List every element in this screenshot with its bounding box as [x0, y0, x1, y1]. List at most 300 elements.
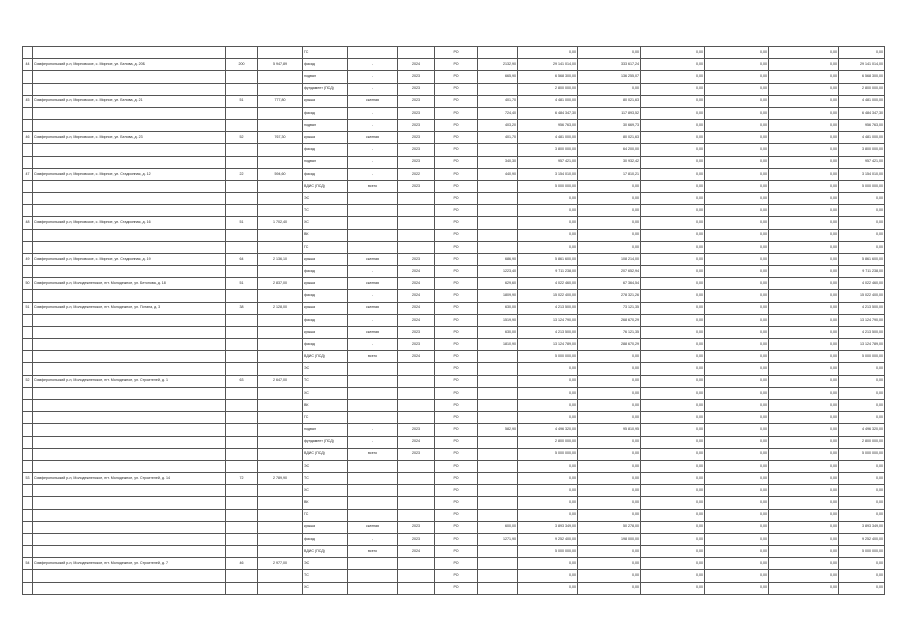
num-cell: 48: [23, 217, 33, 229]
total-cell: 956 763,00: [839, 120, 885, 132]
total-cell: 4 481 000,00: [839, 95, 885, 107]
address-cell: Симферопольский р-н, Мирновское, с. Мирное, ул. Стадионная, д. 12: [33, 168, 226, 180]
num-cell: [23, 533, 33, 545]
sum1-cell: 0,00: [578, 570, 641, 582]
volume-cell: [478, 241, 518, 253]
method-cell: РО: [435, 473, 478, 485]
sum3-cell: 0,00: [705, 558, 769, 570]
volume-cell: [478, 205, 518, 217]
year-cell: 2024: [398, 546, 435, 558]
year-cell: [398, 509, 435, 521]
table-body: [23, 47, 885, 595]
total-cell: 5 000 000,00: [839, 180, 885, 192]
cost-cell: 2 800 000,00: [518, 83, 578, 95]
work-type-cell: крыша: [303, 326, 348, 338]
cost-cell: 3 154 010,00: [518, 168, 578, 180]
work-type-cell: фасад: [303, 339, 348, 351]
sum3-cell: 0,00: [705, 351, 769, 363]
sum1-cell: 0,00: [578, 375, 641, 387]
total-cell: 0,00: [839, 193, 885, 205]
work-type-cell: ХС: [303, 485, 348, 497]
sum4-cell: 0,00: [769, 521, 839, 533]
sum2-cell: 0,00: [641, 339, 705, 351]
table-row: [23, 485, 885, 497]
volume-cell: 1809,90: [478, 290, 518, 302]
num-cell: [23, 570, 33, 582]
count-cell: [226, 120, 258, 132]
sum2-cell: 0,00: [641, 582, 705, 594]
year-cell: 2023: [398, 120, 435, 132]
sum4-cell: 0,00: [769, 314, 839, 326]
volume-cell: [478, 509, 518, 521]
area-cell: [258, 399, 303, 411]
cost-cell: 2 800 000,00: [518, 436, 578, 448]
num-cell: 51: [23, 302, 33, 314]
count-cell: [226, 229, 258, 241]
method-cell: РО: [435, 399, 478, 411]
sum4-cell: 0,00: [769, 460, 839, 472]
total-cell: 4 481 000,00: [839, 132, 885, 144]
sum3-cell: 0,00: [705, 229, 769, 241]
sum3-cell: 0,00: [705, 375, 769, 387]
volume-cell: [478, 83, 518, 95]
work-type-cell: фасад: [303, 168, 348, 180]
cost-cell: 4 481 000,00: [518, 95, 578, 107]
count-cell: [226, 521, 258, 533]
total-cell: 2 800 000,00: [839, 83, 885, 95]
num-cell: [23, 399, 33, 411]
num-cell: [23, 448, 33, 460]
sum4-cell: 0,00: [769, 290, 839, 302]
count-cell: [226, 47, 258, 59]
sum1-cell: 0,00: [578, 241, 641, 253]
sum2-cell: 0,00: [641, 363, 705, 375]
num-cell: [23, 387, 33, 399]
work-type-cell: ТС: [303, 375, 348, 387]
method-cell: РО: [435, 326, 478, 338]
address-cell: [33, 339, 226, 351]
total-cell: 5 000 000,00: [839, 448, 885, 460]
cost-cell: 5 000 000,00: [518, 546, 578, 558]
year-cell: 2024: [398, 278, 435, 290]
count-cell: [226, 193, 258, 205]
cost-cell: 29 141 014,00: [518, 59, 578, 71]
sum2-cell: 0,00: [641, 229, 705, 241]
num-cell: [23, 351, 33, 363]
material-cell: -: [348, 339, 398, 351]
sum1-cell: 0,00: [578, 205, 641, 217]
material-cell: -: [348, 533, 398, 545]
material-cell: [348, 473, 398, 485]
cost-cell: 0,00: [518, 229, 578, 241]
area-cell: 5 947,89: [258, 59, 303, 71]
sum3-cell: 0,00: [705, 326, 769, 338]
volume-cell: 401,70: [478, 132, 518, 144]
address-cell: [33, 314, 226, 326]
area-cell: 2 647,00: [258, 375, 303, 387]
sum2-cell: 0,00: [641, 120, 705, 132]
sum3-cell: 0,00: [705, 570, 769, 582]
area-cell: 767,30: [258, 132, 303, 144]
year-cell: [398, 497, 435, 509]
work-type-cell: ТС: [303, 473, 348, 485]
volume-cell: [478, 375, 518, 387]
volume-cell: [478, 399, 518, 411]
table-row: [23, 339, 885, 351]
sum1-cell: 198 000,00: [578, 533, 641, 545]
year-cell: 2023: [398, 144, 435, 156]
volume-cell: [478, 497, 518, 509]
table-row: [23, 582, 885, 594]
cost-cell: 0,00: [518, 485, 578, 497]
work-type-cell: фасад: [303, 144, 348, 156]
num-cell: 49: [23, 253, 33, 265]
address-cell: [33, 460, 226, 472]
address-cell: [33, 497, 226, 509]
area-cell: 2 789,90: [258, 473, 303, 485]
num-cell: [23, 241, 33, 253]
work-type-cell: ВДИС (ПСД): [303, 180, 348, 192]
sum1-cell: 30 669,73: [578, 120, 641, 132]
material-cell: [348, 241, 398, 253]
sum4-cell: 0,00: [769, 59, 839, 71]
sum1-cell: 0,00: [578, 509, 641, 521]
total-cell: 0,00: [839, 399, 885, 411]
cost-cell: 5 000 000,00: [518, 180, 578, 192]
method-cell: РО: [435, 436, 478, 448]
num-cell: [23, 582, 33, 594]
address-cell: [33, 47, 226, 59]
year-cell: 2024: [398, 351, 435, 363]
sum2-cell: 0,00: [641, 570, 705, 582]
sum4-cell: 0,00: [769, 193, 839, 205]
area-cell: [258, 290, 303, 302]
volume-cell: 686,90: [478, 253, 518, 265]
count-cell: [226, 570, 258, 582]
area-cell: [258, 570, 303, 582]
volume-cell: 1271,90: [478, 533, 518, 545]
volume-cell: [478, 144, 518, 156]
material-cell: -: [348, 424, 398, 436]
method-cell: РО: [435, 460, 478, 472]
volume-cell: [478, 570, 518, 582]
cost-cell: 4 022 460,00: [518, 278, 578, 290]
sum3-cell: 0,00: [705, 217, 769, 229]
sum3-cell: 0,00: [705, 339, 769, 351]
area-cell: [258, 448, 303, 460]
material-cell: [348, 558, 398, 570]
sum1-cell: 0,00: [578, 412, 641, 424]
cost-cell: 0,00: [518, 558, 578, 570]
work-type-cell: ГС: [303, 509, 348, 521]
sum4-cell: 0,00: [769, 217, 839, 229]
num-cell: [23, 497, 33, 509]
year-cell: 2023: [398, 132, 435, 144]
sum3-cell: 0,00: [705, 363, 769, 375]
sum4-cell: 0,00: [769, 253, 839, 265]
sum3-cell: 0,00: [705, 241, 769, 253]
table-row: [23, 278, 885, 290]
sum3-cell: 0,00: [705, 436, 769, 448]
material-cell: [348, 485, 398, 497]
work-type-cell: крыша: [303, 253, 348, 265]
table-row: [23, 266, 885, 278]
table-row: [23, 253, 885, 265]
address-cell: [33, 120, 226, 132]
method-cell: РО: [435, 351, 478, 363]
count-cell: 72: [226, 473, 258, 485]
method-cell: РО: [435, 83, 478, 95]
material-cell: [348, 387, 398, 399]
material-cell: -: [348, 59, 398, 71]
address-cell: [33, 533, 226, 545]
volume-cell: 340,30: [478, 156, 518, 168]
sum4-cell: 0,00: [769, 83, 839, 95]
volume-cell: [478, 180, 518, 192]
sum3-cell: 0,00: [705, 180, 769, 192]
num-cell: [23, 412, 33, 424]
work-type-cell: подвал: [303, 156, 348, 168]
address-cell: Симферопольский р-н, Мирновское, с. Мирное, ул. Белова, д. 23: [33, 132, 226, 144]
sum2-cell: 0,00: [641, 509, 705, 521]
material-cell: [348, 47, 398, 59]
sum2-cell: 0,00: [641, 107, 705, 119]
table-row: [23, 363, 885, 375]
count-cell: [226, 107, 258, 119]
sum2-cell: 0,00: [641, 485, 705, 497]
cost-cell: 0,00: [518, 497, 578, 509]
sum2-cell: 0,00: [641, 253, 705, 265]
address-cell: Симферопольский р-н, Мирновское, с. Мирное, ул. Стадионная, д. 19: [33, 253, 226, 265]
work-type-cell: фасад: [303, 59, 348, 71]
method-cell: РО: [435, 375, 478, 387]
sum1-cell: 0,00: [578, 180, 641, 192]
sum3-cell: 0,00: [705, 266, 769, 278]
sum1-cell: 0,00: [578, 47, 641, 59]
year-cell: [398, 363, 435, 375]
table-row: [23, 314, 885, 326]
cost-cell: 6 484 347,30: [518, 107, 578, 119]
method-cell: РО: [435, 448, 478, 460]
num-cell: 45: [23, 95, 33, 107]
address-cell: [33, 582, 226, 594]
num-cell: [23, 266, 33, 278]
sum3-cell: 0,00: [705, 278, 769, 290]
year-cell: [398, 558, 435, 570]
count-cell: [226, 509, 258, 521]
area-cell: 594,60: [258, 168, 303, 180]
material-cell: -: [348, 168, 398, 180]
total-cell: 0,00: [839, 205, 885, 217]
address-cell: [33, 326, 226, 338]
sum2-cell: 0,00: [641, 168, 705, 180]
num-cell: [23, 521, 33, 533]
address-cell: Симферопольский р-н, Молодежненское, пгт. Молодежное, ул. Строителей, д. 1: [33, 375, 226, 387]
sum4-cell: 0,00: [769, 266, 839, 278]
address-cell: [33, 387, 226, 399]
sum3-cell: 0,00: [705, 144, 769, 156]
year-cell: [398, 241, 435, 253]
year-cell: [398, 205, 435, 217]
volume-cell: 600,00: [478, 521, 518, 533]
sum3-cell: 0,00: [705, 460, 769, 472]
material-cell: -: [348, 144, 398, 156]
work-type-cell: ЭС: [303, 460, 348, 472]
volume-cell: 1223,40: [478, 266, 518, 278]
year-cell: 2024: [398, 314, 435, 326]
total-cell: 4 496 320,00: [839, 424, 885, 436]
sum4-cell: 0,00: [769, 424, 839, 436]
year-cell: 2023: [398, 521, 435, 533]
sum2-cell: 0,00: [641, 448, 705, 460]
address-cell: [33, 144, 226, 156]
cost-cell: 5 000 000,00: [518, 351, 578, 363]
work-type-cell: подвал: [303, 424, 348, 436]
sum3-cell: 0,00: [705, 399, 769, 411]
sum1-cell: 0,00: [578, 436, 641, 448]
num-cell: [23, 546, 33, 558]
work-type-cell: ВДИС (ПСД): [303, 546, 348, 558]
address-cell: [33, 424, 226, 436]
material-cell: всего: [348, 180, 398, 192]
num-cell: 46: [23, 132, 33, 144]
year-cell: 2023: [398, 424, 435, 436]
cost-cell: 4 213 500,00: [518, 326, 578, 338]
material-cell: [348, 497, 398, 509]
sum4-cell: 0,00: [769, 229, 839, 241]
work-type-cell: ЭС: [303, 363, 348, 375]
cost-cell: 5 861 600,00: [518, 253, 578, 265]
table-row: [23, 375, 885, 387]
sum3-cell: 0,00: [705, 120, 769, 132]
method-cell: РО: [435, 180, 478, 192]
method-cell: РО: [435, 412, 478, 424]
table-row: [23, 205, 885, 217]
table-row: [23, 351, 885, 363]
volume-cell: 403,20: [478, 120, 518, 132]
method-cell: РО: [435, 570, 478, 582]
sum3-cell: 0,00: [705, 473, 769, 485]
sum3-cell: 0,00: [705, 448, 769, 460]
sum1-cell: 17 810,21: [578, 168, 641, 180]
address-cell: [33, 546, 226, 558]
sum3-cell: 0,00: [705, 47, 769, 59]
material-cell: [348, 460, 398, 472]
sum2-cell: 0,00: [641, 314, 705, 326]
year-cell: 2023: [398, 107, 435, 119]
sum4-cell: 0,00: [769, 582, 839, 594]
sum3-cell: 0,00: [705, 83, 769, 95]
year-cell: [398, 229, 435, 241]
work-type-cell: крыша: [303, 302, 348, 314]
total-cell: 4 022 460,00: [839, 278, 885, 290]
area-cell: [258, 351, 303, 363]
sum3-cell: 0,00: [705, 533, 769, 545]
table-row: [23, 193, 885, 205]
area-cell: [258, 241, 303, 253]
material-cell: [348, 229, 398, 241]
material-cell: скатная: [348, 95, 398, 107]
year-cell: 2023: [398, 156, 435, 168]
num-cell: [23, 193, 33, 205]
num-cell: [23, 424, 33, 436]
method-cell: РО: [435, 168, 478, 180]
count-cell: [226, 448, 258, 460]
count-cell: [226, 290, 258, 302]
area-cell: [258, 205, 303, 217]
sum1-cell: 0,00: [578, 448, 641, 460]
area-cell: [258, 436, 303, 448]
sum2-cell: 0,00: [641, 412, 705, 424]
total-cell: 0,00: [839, 363, 885, 375]
total-cell: 0,00: [839, 47, 885, 59]
area-cell: [258, 156, 303, 168]
volume-cell: [478, 363, 518, 375]
method-cell: РО: [435, 302, 478, 314]
sum4-cell: 0,00: [769, 558, 839, 570]
work-type-cell: ГС: [303, 241, 348, 253]
material-cell: всего: [348, 546, 398, 558]
area-cell: [258, 314, 303, 326]
count-cell: [226, 399, 258, 411]
area-cell: [258, 339, 303, 351]
year-cell: [398, 217, 435, 229]
cost-cell: 6 568 300,00: [518, 71, 578, 83]
total-cell: 9 252 400,00: [839, 533, 885, 545]
sum4-cell: 0,00: [769, 412, 839, 424]
table-row: [23, 144, 885, 156]
volume-cell: [478, 436, 518, 448]
volume-cell: [478, 546, 518, 558]
sum4-cell: 0,00: [769, 47, 839, 59]
volume-cell: 665,90: [478, 71, 518, 83]
material-cell: скатная: [348, 253, 398, 265]
sum2-cell: 0,00: [641, 326, 705, 338]
volume-cell: [478, 217, 518, 229]
work-type-cell: фасад: [303, 266, 348, 278]
method-cell: РО: [435, 156, 478, 168]
sum1-cell: 0,00: [578, 582, 641, 594]
cost-cell: 9 252 400,00: [518, 533, 578, 545]
address-cell: [33, 107, 226, 119]
work-type-cell: ТС: [303, 205, 348, 217]
method-cell: РО: [435, 59, 478, 71]
cost-cell: 5 000 000,00: [518, 448, 578, 460]
area-cell: [258, 266, 303, 278]
sum2-cell: 0,00: [641, 375, 705, 387]
volume-cell: [478, 582, 518, 594]
sum1-cell: 0,00: [578, 460, 641, 472]
material-cell: скатная: [348, 132, 398, 144]
address-cell: [33, 412, 226, 424]
volume-cell: 582,90: [478, 424, 518, 436]
area-cell: [258, 460, 303, 472]
material-cell: [348, 193, 398, 205]
address-cell: [33, 180, 226, 192]
sum1-cell: 0,00: [578, 217, 641, 229]
sum1-cell: 0,00: [578, 229, 641, 241]
year-cell: 2023: [398, 95, 435, 107]
cost-cell: 0,00: [518, 582, 578, 594]
count-cell: 64: [226, 253, 258, 265]
sum1-cell: 50 278,00: [578, 521, 641, 533]
total-cell: 4 213 500,00: [839, 302, 885, 314]
sum1-cell: 0,00: [578, 387, 641, 399]
table-row: [23, 59, 885, 71]
total-cell: 3 893 349,00: [839, 521, 885, 533]
sum1-cell: 0,00: [578, 351, 641, 363]
total-cell: 3 154 010,00: [839, 168, 885, 180]
